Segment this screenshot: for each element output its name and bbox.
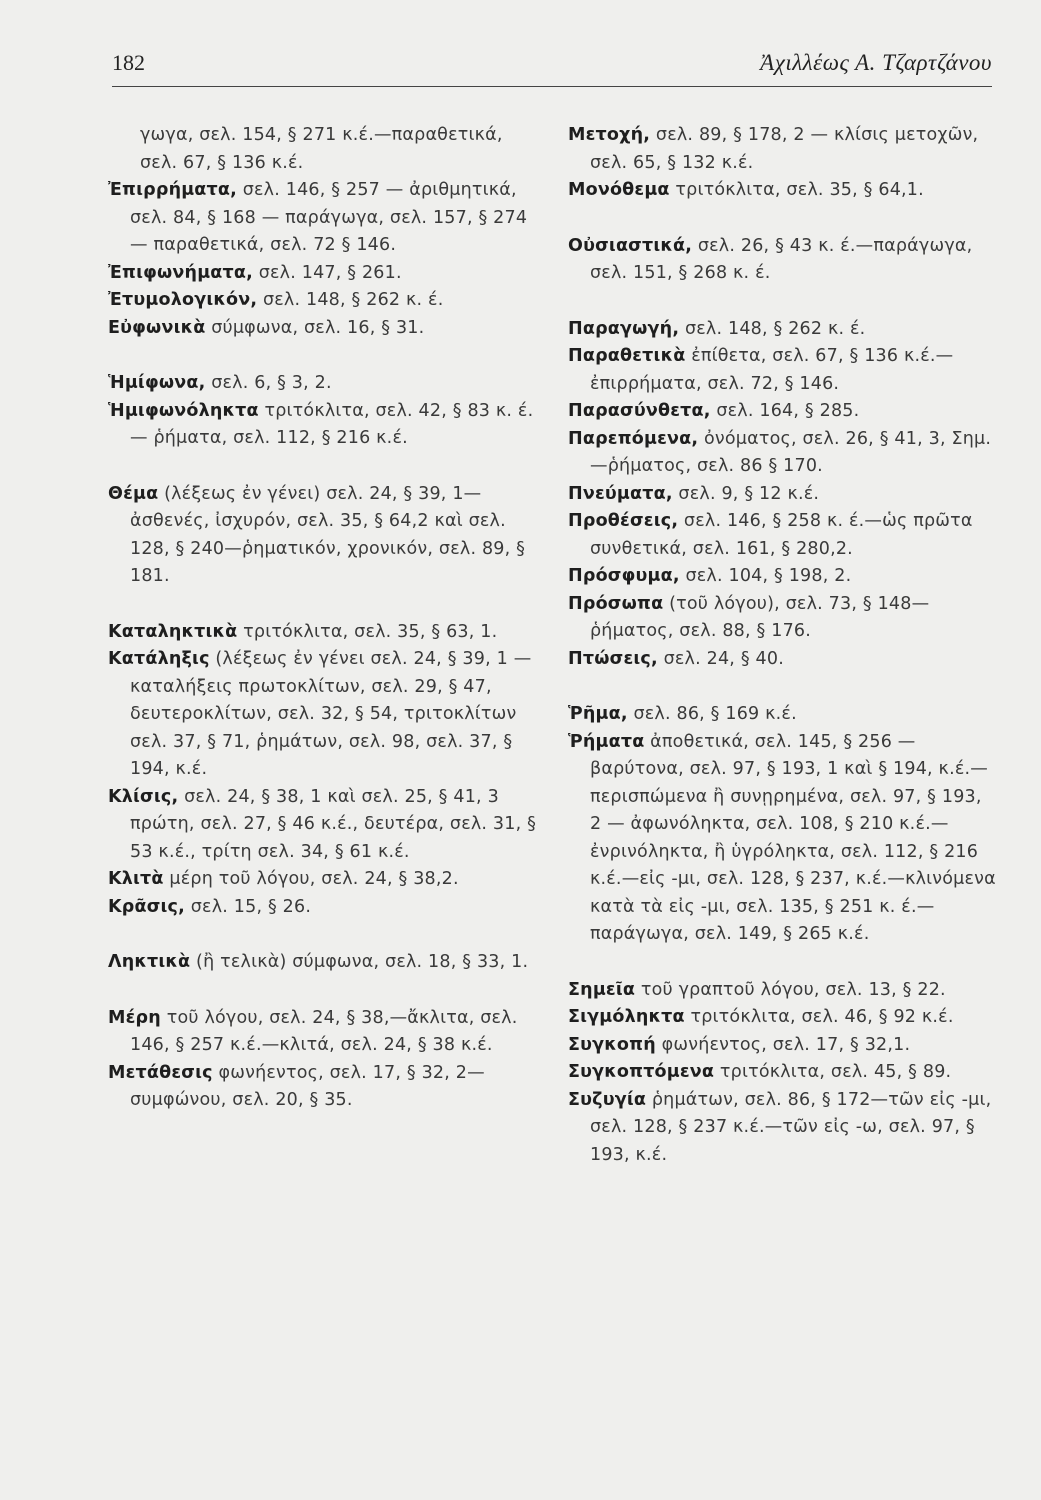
index-headword: Μετάθεσις [108, 1062, 213, 1083]
index-headword: Μέρη [108, 1007, 161, 1028]
index-references: ὀνόματος, σελ. 26, § 41, 3, Σημ.—ῥήματος, σελ. 86 § 170. [590, 428, 992, 476]
index-references: (ἢ τελικὰ) σύμφωνα, σελ. 18, § 33, 1. [190, 952, 529, 972]
index-headword: Σιγμόληκτα [568, 1007, 685, 1027]
index-references: σελ. 89, § 178, 2 — κλίσις μετοχῶν, σελ. 65, § 132 κ.έ. [590, 125, 979, 173]
index-headword: Πνεύματα, [568, 483, 673, 504]
index-entry [108, 1005, 538, 1060]
index-entry [568, 343, 998, 398]
index-entry [568, 701, 998, 729]
index-headword: Προθέσεις, [568, 511, 679, 531]
index-references: τριτόκλιτα, σελ. 42, § 83 κ. έ. — ῥήματα, σελ. 112, § 216 κ.έ. [130, 400, 534, 448]
index-references: τοῦ γραπτοῦ λόγου, σελ. 13, § 22. [635, 979, 946, 1000]
index-entry [568, 177, 998, 205]
index-headword: Παρεπόμενα, [568, 428, 699, 449]
index-entry [108, 315, 538, 343]
index-headword: Κλίσις, [108, 786, 179, 807]
index-headword: Ῥῆμα, [568, 704, 628, 724]
index-headword: Πρόσφυμα, [568, 566, 680, 586]
index-entry [108, 122, 538, 177]
index-headword: Εὐφωνικὰ [108, 317, 206, 338]
index-headword: Κατάληξις [108, 649, 210, 669]
entry-gap [568, 205, 998, 233]
index-entry [108, 370, 538, 398]
index-references: σελ. 24, § 40. [657, 648, 784, 669]
index-headword: Συζυγία [568, 1089, 647, 1110]
index-entry [568, 398, 998, 426]
index-entry [568, 1059, 998, 1087]
index-headword: Ἡμίφωνα, [108, 373, 206, 393]
entry-gap [568, 288, 998, 316]
index-entry [108, 1060, 538, 1115]
index-references: ἀποθετικά, σελ. 145, § 256 —βαρύτονα, σελ. 97, § 193, 1 καὶ § 194, κ.έ.—περισπώμενα ἢ συνῃρημένα, σελ. 97, § 193, 2 — ἀφωνόληκτα, σελ. 108, § 210 κ.έ.—ἐνρινόληκτα, ἢ ὑγρόληκτα, σελ. 112, § 216 κ.έ.—εἰς -μι, σελ. 128, § 237, κ.έ.—κλινόμενα κατὰ τὰ εἰς -μι, σελ. 135, § 251 κ. έ.—παράγωγα, σελ. 149, § 265 κ.έ. [590, 731, 996, 944]
index-entry [108, 894, 538, 922]
entry-gap [108, 977, 538, 1005]
index-entry [108, 949, 538, 977]
index-entry [108, 646, 538, 784]
index-references: σελ. 86, § 169 κ.έ. [627, 704, 797, 724]
index-entry [568, 1004, 998, 1032]
header-rule [112, 86, 992, 87]
entry-gap [108, 591, 538, 619]
index-references: μέρη τοῦ λόγου, σελ. 24, § 38,2. [163, 869, 459, 889]
index-headword: Οὐσιαστικά, [568, 235, 693, 256]
index-references: σελ. 147, § 261. [252, 262, 402, 283]
index-headword: Συγκοπτόμενα [568, 1062, 715, 1082]
index-references: σελ. 24, § 38, 1 καὶ σελ. 25, § 41, 3 πρώτη, σελ. 27, § 46 κ.έ., δευτέρα, σελ. 31, § 53 κ.έ., τρίτη σελ. 34, § 61 κ.έ. [130, 786, 537, 862]
index-references: ῥημάτων, σελ. 86, § 172—τῶν εἰς -μι, σελ. 128, § 237 κ.έ.—τῶν εἰς -ω, σελ. 97, § 193, κ.έ. [590, 1089, 992, 1165]
index-references: τριτόκλιτα, σελ. 46, § 92 κ.έ. [684, 1007, 954, 1027]
index-headword: Μετοχή, [568, 125, 651, 145]
index-references: σελ. 9, § 12 κ.έ. [672, 483, 820, 504]
entry-gap [108, 921, 538, 949]
index-entry [568, 563, 998, 591]
index-entry [108, 481, 538, 591]
index-headword: Ἡμιφωνόληκτα [108, 400, 259, 421]
index-references: σελ. 26, § 43 κ. έ.—παράγωγα, σελ. 151, § 268 κ. έ. [590, 235, 973, 283]
index-references: (τοῦ λόγου), σελ. 73, § 148—ῥήματος, σελ. 88, § 176. [590, 593, 930, 641]
index-references: σελ. 15, § 26. [184, 896, 312, 917]
running-head: Ἀχιλλέως Α. Τζαρτζάνου [760, 50, 992, 75]
index-entry [568, 646, 998, 674]
index-entry [108, 619, 538, 647]
index-references: σελ. 146, § 258 κ. έ.—ὡς πρῶτα συνθετικά, σελ. 161, § 280,2. [590, 511, 973, 559]
index-headword: Σημεῖα [568, 979, 636, 1000]
index-headword: Ῥήματα [568, 731, 645, 752]
index-entry [108, 260, 538, 288]
index-headword: Παραθετικὰ [568, 346, 686, 366]
index-entry [568, 233, 998, 288]
index-references: τριτόκλιτα, σελ. 35, § 63, 1. [237, 621, 498, 642]
index-entry [108, 287, 538, 315]
index-references: τριτόκλιτα, σελ. 45, § 89. [714, 1062, 952, 1082]
index-references: τριτόκλιτα, σελ. 35, § 64,1. [669, 180, 924, 200]
index-references: ἐπίθετα, σελ. 67, § 136 κ.έ.—ἐπιρρήματα, σελ. 72, § 146. [590, 346, 954, 394]
index-headword: Ἐπιρρήματα, [108, 180, 237, 200]
page-header [112, 44, 992, 84]
entry-gap [108, 453, 538, 481]
index-entry [568, 481, 998, 509]
index-entry [568, 729, 998, 949]
index-entry [568, 122, 998, 177]
index-headword: Ληκτικὰ [108, 952, 191, 972]
index-references: σελ. 164, § 285. [710, 401, 860, 421]
entry-gap [568, 673, 998, 701]
index-references: φωνήεντος, σελ. 17, § 32,1. [655, 1034, 911, 1055]
index-entry [108, 177, 538, 260]
index-references: σελ. 104, § 198, 2. [679, 566, 852, 586]
index-entry [108, 784, 538, 867]
index-column-right [568, 122, 998, 1169]
index-references: σελ. 148, § 262 κ. έ. [257, 290, 444, 310]
index-entry [568, 426, 998, 481]
index-headword: Συγκοπή [568, 1034, 656, 1055]
index-entry [568, 1087, 998, 1170]
index-headword: Κρᾶσις, [108, 896, 185, 917]
index-entry [568, 591, 998, 646]
index-headword: Μονόθεμα [568, 180, 670, 200]
index-headword: Πτώσεις, [568, 648, 658, 669]
entry-gap [568, 949, 998, 977]
index-entry [568, 508, 998, 563]
index-entry [568, 977, 998, 1005]
index-headword: Ἐτυμολογικόν, [108, 290, 258, 310]
index-references: σελ. 148, § 262 κ. έ. [679, 318, 866, 339]
index-headword: Παρασύνθετα, [568, 401, 711, 421]
index-references: φωνήεντος, σελ. 17, § 32, 2—συμφώνου, σελ. 20, § 35. [130, 1062, 485, 1110]
index-references: σύμφωνα, σελ. 16, § 31. [205, 317, 425, 338]
entry-gap [108, 342, 538, 370]
index-headword: Παραγωγή, [568, 318, 680, 339]
index-headword: Θέμα [108, 483, 159, 504]
index-references: σελ. 146, § 257 — ἀριθμητικά, σελ. 84, § 168 — παράγωγα, σελ. 157, § 274 — παραθετικά, σελ. 72 § 146. [130, 180, 528, 255]
page-number: 182 [112, 50, 145, 75]
index-headword: Πρόσωπα [568, 593, 664, 614]
index-references: τοῦ λόγου, σελ. 24, § 38,—ἄκλιτα, σελ. 146, § 257 κ.έ.—κλιτά, σελ. 24, § 38 κ.έ. [130, 1007, 518, 1055]
index-entry [108, 398, 538, 453]
index-headword: Ἐπιφωνήματα, [108, 262, 253, 283]
index-headword: Καταληκτικὰ [108, 621, 238, 642]
index-entry [568, 1032, 998, 1060]
index-entry [568, 316, 998, 344]
index-entry [108, 866, 538, 894]
index-headword: Κλιτὰ [108, 869, 164, 889]
index-references: σελ. 6, § 3, 2. [205, 373, 332, 393]
index-column-left [108, 122, 538, 1115]
index-references: (λέξεως ἐν γένει) σελ. 24, § 39, 1—ἀσθενές, ἰσχυρόν, σελ. 35, § 64,2 καὶ σελ. 128, § 240—ῥηματικόν, χρονικόν, σελ. 89, § 181. [130, 483, 526, 586]
index-references: γωγα, σελ. 154, § 271 κ.έ.—παραθετικά, σελ. 67, § 136 κ.έ. [140, 125, 503, 173]
index-references: (λέξεως ἐν γένει σελ. 24, § 39, 1 — καταλήξεις πρωτοκλίτων, σελ. 29, § 47, δευτεροκλίτων, σελ. 32, § 54, τριτοκλίτων σελ. 37, § 71, ῥημάτων, σελ. 98, σελ. 37, § 194, κ.έ. [130, 649, 532, 779]
